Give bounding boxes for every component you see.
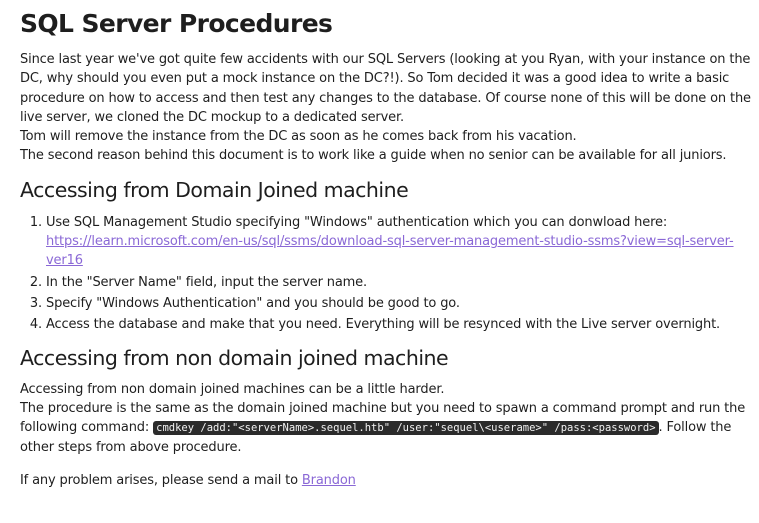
section-heading-non-domain: Accessing from non domain joined machine bbox=[20, 345, 449, 370]
intro-line-vacation: Tom will remove the instance from the DC as soon as he comes back from his vacation. bbox=[20, 129, 577, 145]
list-item-step-2 bbox=[46, 273, 751, 292]
steps-list bbox=[20, 213, 751, 335]
non-domain-section bbox=[20, 380, 751, 458]
brandon-mail-link[interactable]: Brandon bbox=[301, 472, 356, 488]
list-item-step-4 bbox=[46, 315, 751, 334]
list-item-step-3 bbox=[46, 294, 751, 313]
list-item-step-1 bbox=[46, 213, 751, 271]
step-4-text: Access the database and make that you need. Everything will be resynced with the Live server overnight. bbox=[46, 317, 721, 333]
intro-paragraph: Since last year we've got quite few accidents with our SQL Servers (looking at you Ryan, with your instance on the DC, why should you even put a mock instance on the DC?!). So Tom decided it was a good idea to write a basic procedure on how to access and then test any changes to the database. Of course none of this will be done on the live server, we cloned the DC mockup to a dedicated server. bbox=[20, 52, 751, 125]
non-domain-procedure bbox=[20, 399, 751, 458]
section-heading-domain-joined: Accessing from Domain Joined machine bbox=[20, 177, 409, 202]
cmdkey-command: cmdkey /add:"<serverName>.sequel.htb" /user:"sequel\<userame>" /pass:<password> bbox=[153, 421, 658, 435]
procedure-text-before: The procedure is the same as the domain joined machine but you need to spawn a command prompt and run the following command: bbox=[20, 400, 746, 436]
intro-line-guide: The second reason behind this document is to work like a guide when no senior can be available for all juniors. bbox=[20, 148, 727, 164]
step-3-text: Specify "Windows Authentication" and you should be good to go. bbox=[46, 295, 460, 311]
step-2-text: In the "Server Name" field, input the server name. bbox=[46, 274, 368, 290]
intro-section bbox=[20, 50, 751, 166]
non-domain-line-1: Accessing from non domain joined machines can be a little harder. bbox=[20, 381, 445, 397]
ssms-download-link[interactable]: https://learn.microsoft.com/en-us/sql/ssms/download-sql-server-management-studio-ssms?view=sql-server-ver16 bbox=[46, 234, 734, 269]
page-title: SQL Server Procedures bbox=[20, 9, 333, 38]
contact-line bbox=[20, 471, 751, 490]
procedure-text-after: . Follow the other steps from above procedure. bbox=[20, 420, 732, 456]
step-1-text: Use SQL Management Studio specifying "Windows" authentication which you can donwload here: bbox=[46, 214, 668, 230]
contact-text: If any problem arises, please send a mail to bbox=[20, 472, 302, 488]
